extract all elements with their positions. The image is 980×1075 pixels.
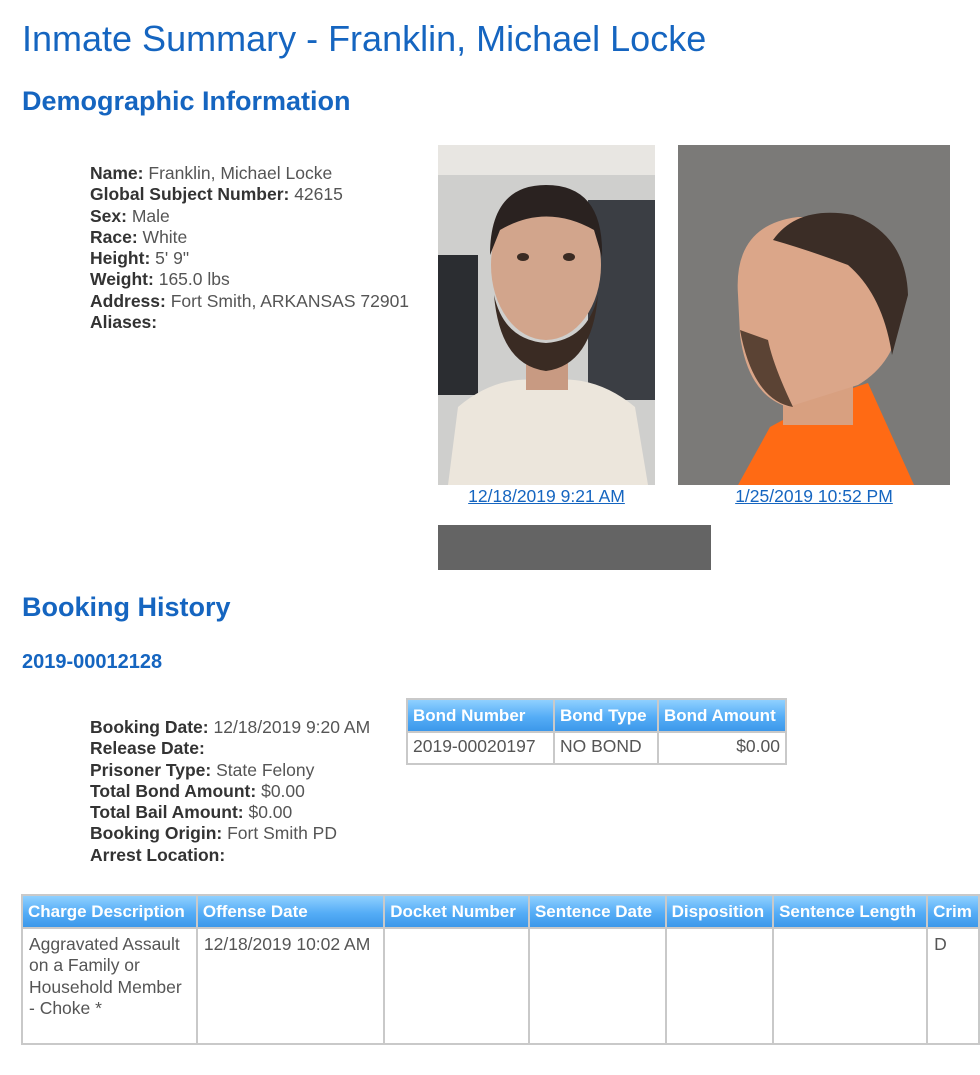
field-value: $0.00 [261,780,305,801]
field-value: $0.00 [248,802,293,823]
field-weight [90,269,409,290]
bond-amount-cell: $0.00 [658,732,786,764]
table-row [407,732,786,764]
field-total-bond-amount [90,781,370,802]
field-label: Arrest Location: [90,844,226,865]
column-header-bond-number: Bond Number [407,699,554,732]
column-header-docket-number: Docket Number [384,895,529,928]
charge-table-header-row [22,895,979,928]
redacted-block [438,525,711,570]
field-label: Race: [90,226,138,247]
column-header-sentence-date: Sentence Date [529,895,666,928]
field-arrest-location [90,845,370,866]
field-label: Height: [90,248,151,269]
sentence-length-cell [773,928,927,1044]
field-label: Sex: [90,205,127,226]
bond-table-header-row [407,699,786,732]
page-title: Inmate Summary - Franklin, Michael Locke [22,18,707,59]
bond-type-cell: NO BOND [554,732,658,764]
sentence-date-cell [529,928,666,1044]
person-profile-icon [678,145,950,485]
field-booking-date [90,717,370,738]
docket-number-cell [384,928,529,1044]
field-value: 5' 9" [155,248,190,269]
offense-date-cell: 12/18/2019 10:02 AM [197,928,384,1044]
field-value: Fort Smith, ARKANSAS 72901 [170,290,410,311]
demographic-heading: Demographic Information [22,86,351,116]
field-global-subject-number [90,184,409,205]
field-total-bail-amount [90,802,370,823]
column-header-offense-date: Offense Date [197,895,384,928]
field-value: Franklin, Michael Locke [148,163,333,183]
booking-history-heading: Booking History [22,592,231,622]
field-label: Name: [90,163,144,183]
field-value: Fort Smith PD [227,823,337,844]
field-label: Total Bail Amount: [90,802,244,823]
shirt-shape [448,379,648,485]
charge-description-cell: Aggravated Assault on a Family or Household Member - Choke * [22,928,197,1044]
field-booking-origin [90,823,370,844]
field-label: Release Date: [90,738,205,759]
field-value: White [142,226,188,247]
field-release-date [90,738,370,759]
field-prisoner-type [90,760,370,781]
crime-class-cell: D [927,928,979,1044]
table-row [22,928,979,1044]
field-label: Aliases: [90,312,158,333]
booking-fields [90,717,370,866]
charge-table [21,894,980,1045]
field-name [90,163,409,184]
booking-number-link[interactable]: 2019-00012128 [22,651,163,673]
demographic-fields [90,163,409,333]
photo-date-link-front[interactable]: 12/18/2019 9:21 AM [468,486,625,506]
person-front-icon [438,145,655,485]
column-header-charge-description: Charge Description [22,895,197,928]
column-header-bond-type: Bond Type [554,699,658,732]
field-sex [90,206,409,227]
field-address [90,291,409,312]
field-value: 165.0 lbs [158,269,230,290]
mugshot-profile-photo[interactable] [678,145,950,485]
column-header-bond-amount: Bond Amount [658,699,786,732]
field-height [90,248,409,269]
column-header-disposition: Disposition [666,895,773,928]
column-header-sentence-length: Sentence Length [773,895,927,928]
bond-number-cell: 2019-00020197 [407,732,554,764]
field-value: 42615 [294,184,343,205]
field-label: Booking Origin: [90,823,223,844]
field-value: 12/18/2019 9:20 AM [213,717,371,737]
field-label: Address: [90,290,166,311]
field-race [90,227,409,248]
photo-date-link-profile[interactable]: 1/25/2019 10:52 PM [735,486,893,506]
bond-table [406,698,787,765]
field-label: Total Bond Amount: [90,780,257,801]
column-header-crime-class: Crim [927,895,979,928]
mugshot-front-photo[interactable] [438,145,655,485]
field-label: Weight: [90,269,154,290]
disposition-cell [666,928,773,1044]
field-value: Male [131,205,170,226]
field-label: Global Subject Number: [90,184,290,205]
field-value: State Felony [216,759,315,780]
field-label: Booking Date: [90,717,209,737]
field-aliases [90,312,409,333]
field-label: Prisoner Type: [90,759,212,780]
